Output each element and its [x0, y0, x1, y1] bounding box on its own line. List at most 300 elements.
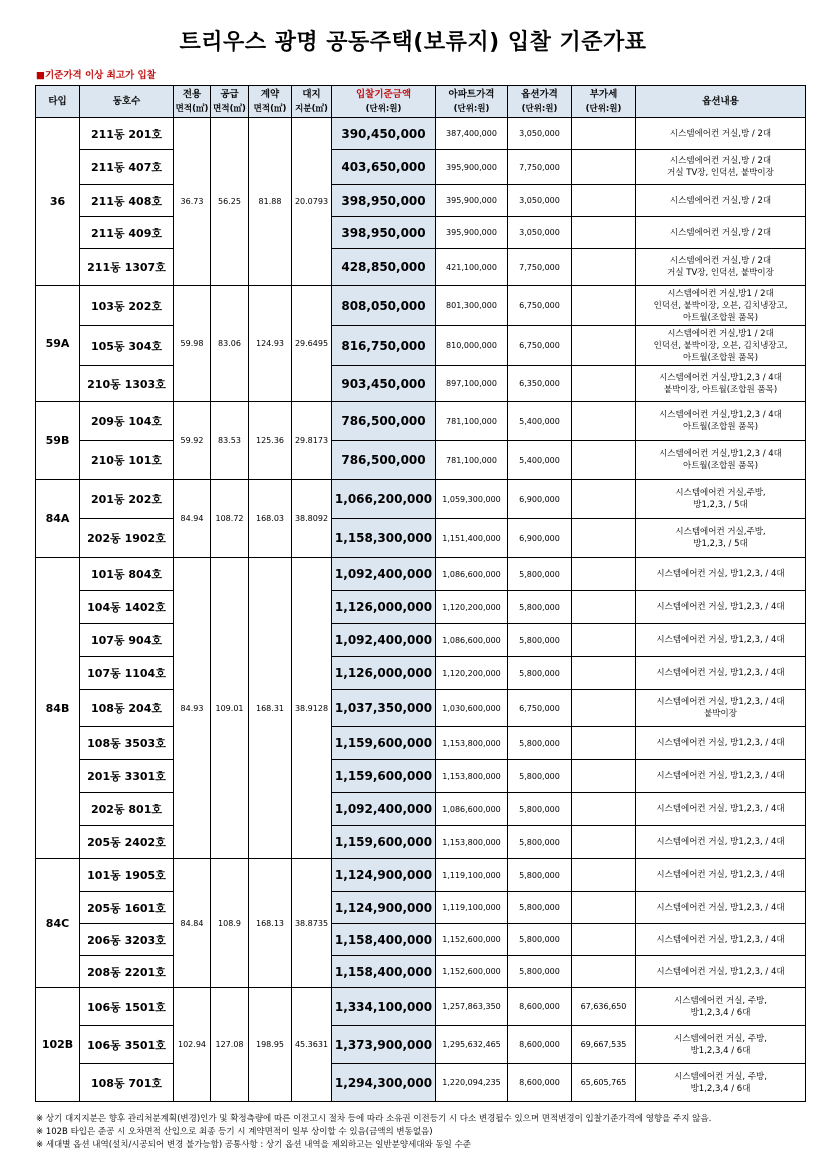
- table-row: [36, 826, 806, 859]
- vat-cell: [572, 727, 636, 760]
- option-desc-line: 시스템에어컨 거실, 방1,2,3, / 4대: [656, 697, 785, 707]
- table-row: [36, 690, 806, 727]
- option-price-cell: 6,900,000: [508, 519, 572, 558]
- unit-cell: 101동 1905호: [80, 859, 174, 892]
- option-price-cell: 5,800,000: [508, 859, 572, 892]
- vat-cell: [572, 217, 636, 249]
- header-option-label: 옵션가격: [521, 88, 558, 100]
- option-desc-line: 시스템에어컨 거실, 방1,2,3, / 4대: [656, 902, 785, 913]
- option-price-cell: 6,750,000: [508, 286, 572, 326]
- bid-price-cell: 1,158,400,000: [332, 924, 436, 956]
- table-row: [36, 988, 806, 1026]
- header-exclusive-label: 전용: [182, 88, 202, 100]
- header-supply-unit: 면적(㎡): [213, 103, 246, 114]
- table-header: [36, 86, 806, 118]
- option-desc-line: 거실 TV장, 인덕션, 붙박이장: [667, 268, 774, 278]
- footnote-102b-area: ※ 102B 타입은 준공 시 오차면적 산입으로 최종 등기 시 계약면적이 일부 상이할 수 있음(금액의 변동없음): [36, 1127, 433, 1137]
- table-row: [36, 657, 806, 690]
- apt-price-cell: 1,120,200,000: [436, 657, 508, 690]
- option-price-cell: 5,800,000: [508, 892, 572, 924]
- option-desc-cell: [636, 892, 806, 924]
- unit-cell: 108동 204호: [80, 690, 174, 727]
- option-price-cell: 3,050,000: [508, 185, 572, 217]
- apt-price-cell: 1,257,863,350: [436, 988, 508, 1026]
- option-desc-cell: [636, 826, 806, 859]
- option-price-cell: 6,350,000: [508, 366, 572, 402]
- option-desc-cell: [636, 480, 806, 519]
- header-supply-area: [211, 86, 249, 118]
- option-price-cell: 6,750,000: [508, 326, 572, 366]
- unit-cell: 211동 1307호: [80, 249, 174, 286]
- option-desc-line: 시스템에어컨 거실, 방1,2,3, / 4대: [656, 738, 785, 748]
- option-desc-line: 시스템에어컨 거실, 방1,2,3, / 4대: [656, 966, 785, 977]
- option-desc-cell: [636, 624, 806, 657]
- unit-cell: 201동 3301호: [80, 760, 174, 793]
- option-price-cell: 8,600,000: [508, 988, 572, 1026]
- bid-price-cell: 786,500,000: [332, 402, 436, 441]
- header-exclusive-unit: 면적(㎡): [175, 103, 209, 114]
- option-desc-cell: [636, 558, 806, 591]
- option-desc-line: 시스템에어컨 거실,방 / 2대: [669, 156, 772, 166]
- option-desc-cell: [636, 1064, 806, 1102]
- apt-price-cell: 1,119,100,000: [436, 859, 508, 892]
- option-price-cell: 5,800,000: [508, 624, 572, 657]
- vat-cell: [572, 624, 636, 657]
- option-desc-line: 시스템에어컨 거실, 주방,: [674, 1033, 767, 1044]
- option-desc-line: 시스템에어컨 거실,방 / 2대: [669, 195, 772, 206]
- header-contract-label: 계약: [260, 88, 280, 100]
- option-desc-cell: [636, 326, 806, 366]
- vat-cell: [572, 519, 636, 558]
- table-row: [36, 441, 806, 480]
- bid-price-cell: 808,050,000: [332, 286, 436, 326]
- table-row: [36, 217, 806, 249]
- price-table: [35, 85, 806, 1102]
- unit-cell: 108동 3503호: [80, 727, 174, 760]
- vat-cell: [572, 859, 636, 892]
- option-price-cell: 5,400,000: [508, 441, 572, 480]
- table-row: [36, 249, 806, 286]
- option-desc-cell: [636, 118, 806, 150]
- apt-price-cell: 421,100,000: [436, 249, 508, 286]
- option-desc-line: 방1,2,3, / 5대: [693, 539, 748, 549]
- vat-cell: [572, 286, 636, 326]
- option-desc-line: 시스템에어컨 거실,방1,2,3 / 4대: [659, 449, 782, 459]
- unit-cell: 107동 1104호: [80, 657, 174, 690]
- bid-price-cell: 1,373,900,000: [332, 1026, 436, 1064]
- header-unit: 동호수: [80, 86, 174, 118]
- unit-cell: 202동 801호: [80, 793, 174, 826]
- table-row: [36, 624, 806, 657]
- apt-price-cell: 395,900,000: [436, 150, 508, 185]
- option-price-cell: 5,800,000: [508, 760, 572, 793]
- apt-price-cell: 1,151,400,000: [436, 519, 508, 558]
- contract-area-cell: 125.36: [249, 402, 292, 480]
- table-row: [36, 892, 806, 924]
- unit-cell: 208동 2201호: [80, 956, 174, 988]
- page-title: 트리우스 광명 공동주택(보류지) 입찰 기준가표: [179, 30, 647, 55]
- table-row: [36, 924, 806, 956]
- option-desc-line: 시스템에어컨 거실, 주방,: [674, 995, 767, 1006]
- option-price-cell: 5,800,000: [508, 826, 572, 859]
- option-price-cell: 8,600,000: [508, 1064, 572, 1102]
- bid-price-cell: 1,037,350,000: [332, 690, 436, 727]
- contract-area-cell: 168.03: [249, 480, 292, 558]
- table-row: [36, 1064, 806, 1102]
- header-supply-label: 공급: [220, 88, 239, 100]
- apt-price-cell: 1,059,300,000: [436, 480, 508, 519]
- table-body: [36, 118, 806, 1102]
- supply-area-cell: 56.25: [211, 118, 249, 286]
- exclusive-area-cell: 59.98: [174, 286, 211, 402]
- option-price-cell: 6,900,000: [508, 480, 572, 519]
- vat-cell: [572, 326, 636, 366]
- option-desc-line: 시스템에어컨 거실,방1,2,3 / 4대: [659, 372, 782, 383]
- exclusive-area-cell: 84.93: [174, 558, 211, 859]
- bid-price-cell: 398,950,000: [332, 217, 436, 249]
- header-exclusive-area: [174, 86, 211, 118]
- option-price-cell: 5,800,000: [508, 727, 572, 760]
- price-table-wrapper: [35, 85, 806, 1102]
- vat-cell: [572, 480, 636, 519]
- option-desc-line: 시스템에어컨 거실, 방1,2,3, / 4대: [656, 602, 785, 612]
- unit-cell: 104동 1402호: [80, 591, 174, 624]
- vat-cell: [572, 924, 636, 956]
- apt-price-cell: 1,086,600,000: [436, 558, 508, 591]
- footnotes: [36, 1113, 711, 1152]
- header-bid-unit: (단위:원): [365, 103, 402, 114]
- option-price-cell: 5,800,000: [508, 793, 572, 826]
- apt-price-cell: 1,120,200,000: [436, 591, 508, 624]
- bid-price-cell: 1,334,100,000: [332, 988, 436, 1026]
- option-desc-cell: [636, 185, 806, 217]
- header-contract-unit: 면적(㎡): [253, 103, 287, 114]
- apt-price-cell: 1,153,800,000: [436, 727, 508, 760]
- option-price-cell: 8,600,000: [508, 1026, 572, 1064]
- table-row: [36, 591, 806, 624]
- header-bid-label: 입찰기준금액: [355, 88, 412, 100]
- option-price-cell: 3,050,000: [508, 118, 572, 150]
- option-price-cell: 6,750,000: [508, 690, 572, 727]
- type-cell: 84C: [36, 859, 80, 988]
- option-price-cell: 5,800,000: [508, 924, 572, 956]
- table-row: [36, 519, 806, 558]
- contract-area-cell: 81.88: [249, 118, 292, 286]
- header-apt-price: [436, 86, 508, 118]
- option-desc-line: 방1,2,3,4 / 6대: [690, 1083, 751, 1094]
- unit-cell: 201동 202호: [80, 480, 174, 519]
- supply-area-cell: 83.06: [211, 286, 249, 402]
- header-land-label: 대지: [302, 88, 321, 100]
- unit-cell: 210동 101호: [80, 441, 174, 480]
- vat-cell: [572, 892, 636, 924]
- unit-cell: 205동 1601호: [80, 892, 174, 924]
- option-desc-line: 시스템에어컨 거실, 주방,: [674, 1071, 767, 1082]
- unit-cell: 211동 407호: [80, 150, 174, 185]
- option-desc-line: 시스템에어컨 거실,방 / 2대: [669, 128, 772, 139]
- option-desc-line: 시스템에어컨 거실,방1 / 2대: [667, 288, 774, 299]
- table-row: [36, 286, 806, 326]
- contract-area-cell: 124.93: [249, 286, 292, 402]
- bid-price-cell: 1,158,400,000: [332, 956, 436, 988]
- option-desc-line: 시스템에어컨 거실, 방1,2,3, / 4대: [656, 635, 785, 645]
- apt-price-cell: 1,153,800,000: [436, 826, 508, 859]
- exclusive-area-cell: 84.84: [174, 859, 211, 988]
- bid-price-cell: 1,092,400,000: [332, 793, 436, 826]
- bid-price-cell: 403,650,000: [332, 150, 436, 185]
- option-desc-line: 방1,2,3,4 / 6대: [690, 1007, 751, 1018]
- bid-price-cell: 816,750,000: [332, 326, 436, 366]
- table-row: [36, 727, 806, 760]
- table-row: [36, 366, 806, 402]
- bid-price-cell: 1,158,300,000: [332, 519, 436, 558]
- bid-price-cell: 786,500,000: [332, 441, 436, 480]
- apt-price-cell: 1,152,600,000: [436, 924, 508, 956]
- vat-cell: [572, 558, 636, 591]
- option-desc-line: 시스템에어컨 거실,주방,: [675, 488, 766, 498]
- vat-cell: 67,636,650: [572, 988, 636, 1026]
- vat-cell: [572, 793, 636, 826]
- apt-price-cell: 1,295,632,465: [436, 1026, 508, 1064]
- header-bid-price: [332, 86, 436, 118]
- header-land-unit: 지분(㎡): [295, 103, 328, 114]
- table-row: [36, 118, 806, 150]
- header-apt-label: 아파트가격: [448, 88, 495, 100]
- unit-cell: 106동 1501호: [80, 988, 174, 1026]
- option-desc-cell: [636, 657, 806, 690]
- option-desc-cell: [636, 988, 806, 1026]
- apt-price-cell: 1,153,800,000: [436, 760, 508, 793]
- supply-area-cell: 127.08: [211, 988, 249, 1102]
- unit-cell: 108동 701호: [80, 1064, 174, 1102]
- vat-cell: [572, 366, 636, 402]
- option-price-cell: 5,800,000: [508, 558, 572, 591]
- bid-price-cell: 1,126,000,000: [332, 657, 436, 690]
- unit-cell: 103동 202호: [80, 286, 174, 326]
- option-desc-line: 방1,2,3, / 5대: [693, 500, 748, 510]
- option-desc-line: 시스템에어컨 거실, 방1,2,3, / 4대: [656, 569, 785, 579]
- apt-price-cell: 781,100,000: [436, 402, 508, 441]
- apt-price-cell: 1,220,094,235: [436, 1064, 508, 1102]
- header-vat-unit: (단위:원): [585, 103, 622, 114]
- header-apt-unit: (단위:원): [453, 103, 490, 114]
- option-desc-line: 거실 TV장, 인덕션, 붙박이장: [667, 168, 774, 178]
- type-cell: 84B: [36, 558, 80, 859]
- option-price-cell: 5,800,000: [508, 956, 572, 988]
- option-desc-line: 인덕션, 붙박이장, 오븐, 김치냉장고,: [653, 340, 788, 351]
- header-vat-label: 부가세: [589, 88, 618, 100]
- apt-price-cell: 395,900,000: [436, 217, 508, 249]
- vat-cell: [572, 826, 636, 859]
- header-contract-area: [249, 86, 292, 118]
- table-row: [36, 150, 806, 185]
- apt-price-cell: 1,152,600,000: [436, 956, 508, 988]
- bid-price-cell: 1,092,400,000: [332, 558, 436, 591]
- apt-price-cell: 1,119,100,000: [436, 892, 508, 924]
- unit-cell: 202동 1902호: [80, 519, 174, 558]
- unit-cell: 211동 408호: [80, 185, 174, 217]
- table-row: [36, 859, 806, 892]
- vat-cell: 69,667,535: [572, 1026, 636, 1064]
- land-share-cell: 38.8735: [292, 859, 332, 988]
- option-desc-line: 아트월(조합원 품목): [682, 312, 759, 323]
- vat-cell: [572, 657, 636, 690]
- land-share-cell: 20.0793: [292, 118, 332, 286]
- table-row: [36, 793, 806, 826]
- option-desc-cell: [636, 441, 806, 480]
- option-desc-line: 시스템에어컨 거실, 방1,2,3, / 4대: [656, 804, 785, 814]
- unit-cell: 211동 201호: [80, 118, 174, 150]
- option-desc-cell: [636, 727, 806, 760]
- option-desc-cell: [636, 760, 806, 793]
- contract-area-cell: 198.95: [249, 988, 292, 1102]
- vat-cell: [572, 249, 636, 286]
- supply-area-cell: 109.01: [211, 558, 249, 859]
- table-row: [36, 558, 806, 591]
- apt-price-cell: 395,900,000: [436, 185, 508, 217]
- header-land-share: [292, 86, 332, 118]
- bid-price-cell: 1,124,900,000: [332, 892, 436, 924]
- apt-price-cell: 810,000,000: [436, 326, 508, 366]
- table-row: [36, 956, 806, 988]
- option-desc-cell: [636, 591, 806, 624]
- bid-price-cell: 1,126,000,000: [332, 591, 436, 624]
- option-desc-cell: [636, 1026, 806, 1064]
- option-desc-line: 아트월(조합원 품목): [682, 461, 759, 471]
- unit-cell: 107동 904호: [80, 624, 174, 657]
- apt-price-cell: 781,100,000: [436, 441, 508, 480]
- land-share-cell: 38.9128: [292, 558, 332, 859]
- option-price-cell: 3,050,000: [508, 217, 572, 249]
- option-desc-line: 시스템에어컨 거실,방1 / 2대: [667, 328, 774, 339]
- contract-area-cell: 168.13: [249, 859, 292, 988]
- option-desc-line: 인덕션, 붙박이장, 오븐, 김치냉장고,: [653, 300, 788, 311]
- option-desc-line: 아트월(조합원 품목): [682, 352, 759, 363]
- bid-price-cell: 1,092,400,000: [332, 624, 436, 657]
- bid-price-cell: 390,450,000: [332, 118, 436, 150]
- apt-price-cell: 1,030,600,000: [436, 690, 508, 727]
- option-desc-cell: [636, 249, 806, 286]
- table-row: [36, 760, 806, 793]
- vat-cell: [572, 591, 636, 624]
- option-desc-cell: [636, 150, 806, 185]
- footnote-options-common: ※ 세대별 옵션 내역(설치/시공되어 변경 불가능함) 공통사항 : 상기 옵션 내역을 제외하고는 일반분양세대와 동일 수준: [36, 1140, 472, 1150]
- option-desc-line: 시스템에어컨 거실, 방1,2,3, / 4대: [656, 934, 785, 945]
- table-row: [36, 1026, 806, 1064]
- unit-cell: 106동 3501호: [80, 1026, 174, 1064]
- header-vat: [572, 86, 636, 118]
- vat-cell: [572, 956, 636, 988]
- option-desc-line: 시스템에어컨 거실, 방1,2,3, / 4대: [656, 837, 785, 847]
- unit-cell: 101동 804호: [80, 558, 174, 591]
- exclusive-area-cell: 59.92: [174, 402, 211, 480]
- option-price-cell: 5,800,000: [508, 591, 572, 624]
- exclusive-area-cell: 84.94: [174, 480, 211, 558]
- option-price-cell: 5,800,000: [508, 657, 572, 690]
- option-desc-line: 붙박이장: [704, 709, 737, 719]
- option-desc-line: 시스템에어컨 거실, 방1,2,3, / 4대: [656, 668, 785, 678]
- option-desc-cell: [636, 217, 806, 249]
- option-desc-cell: [636, 519, 806, 558]
- supply-area-cell: 108.9: [211, 859, 249, 988]
- exclusive-area-cell: 102.94: [174, 988, 211, 1102]
- type-cell: 59B: [36, 402, 80, 480]
- option-desc-cell: [636, 956, 806, 988]
- supply-area-cell: 83.53: [211, 402, 249, 480]
- table-row: [36, 480, 806, 519]
- option-price-cell: 7,750,000: [508, 150, 572, 185]
- land-share-cell: 29.8173: [292, 402, 332, 480]
- option-desc-line: 방1,2,3,4 / 6대: [690, 1045, 751, 1056]
- option-price-cell: 5,400,000: [508, 402, 572, 441]
- exclusive-area-cell: 36.73: [174, 118, 211, 286]
- unit-cell: 105동 304호: [80, 326, 174, 366]
- bid-price-cell: 428,850,000: [332, 249, 436, 286]
- table-row: [36, 185, 806, 217]
- unit-cell: 210동 1303호: [80, 366, 174, 402]
- bid-price-cell: 1,294,300,000: [332, 1064, 436, 1102]
- bid-price-cell: 1,124,900,000: [332, 859, 436, 892]
- header-option-unit: (단위:원): [521, 103, 558, 114]
- vat-cell: [572, 118, 636, 150]
- option-price-cell: 7,750,000: [508, 249, 572, 286]
- header-type: 타입: [36, 86, 80, 118]
- apt-price-cell: 801,300,000: [436, 286, 508, 326]
- footnote-land-share: ※ 상기 대지지분은 향후 관리처분계획(변경)인가 및 확정측량에 따른 이전고시 절차 등에 따라 소유권 이전등기 시 다소 변경될수 있으며 면적변경이 입찰기준가격에 영향을 주지 않음.: [36, 1114, 712, 1124]
- bid-price-cell: 903,450,000: [332, 366, 436, 402]
- contract-area-cell: 168.31: [249, 558, 292, 859]
- bid-price-cell: 1,159,600,000: [332, 760, 436, 793]
- option-desc-line: 시스템에어컨 거실,방 / 2대: [669, 227, 772, 238]
- land-share-cell: 29.6495: [292, 286, 332, 402]
- option-desc-line: 시스템에어컨 거실, 방1,2,3, / 4대: [656, 771, 785, 781]
- unit-cell: 209동 104호: [80, 402, 174, 441]
- table-row: [36, 326, 806, 366]
- vat-cell: 65,605,765: [572, 1064, 636, 1102]
- bid-price-cell: 1,159,600,000: [332, 727, 436, 760]
- unit-cell: 205동 2402호: [80, 826, 174, 859]
- apt-price-cell: 1,086,600,000: [436, 793, 508, 826]
- option-desc-line: 시스템에어컨 거실, 방1,2,3, / 4대: [656, 870, 785, 880]
- option-desc-line: 시스템에어컨 거실,방1,2,3 / 4대: [659, 410, 782, 420]
- type-cell: 59A: [36, 286, 80, 402]
- header-options: 옵션내용: [636, 86, 806, 118]
- option-desc-line: 시스템에어컨 거실,방 / 2대: [669, 256, 772, 266]
- land-share-cell: 45.3631: [292, 988, 332, 1102]
- type-cell: 36: [36, 118, 80, 286]
- bid-price-cell: 1,066,200,000: [332, 480, 436, 519]
- option-desc-line: 시스템에어컨 거실,주방,: [675, 527, 766, 537]
- land-share-cell: 38.8092: [292, 480, 332, 558]
- header-option-price: [508, 86, 572, 118]
- option-desc-cell: [636, 366, 806, 402]
- unit-cell: 211동 409호: [80, 217, 174, 249]
- bid-price-cell: 1,159,600,000: [332, 826, 436, 859]
- vat-cell: [572, 150, 636, 185]
- supply-area-cell: 108.72: [211, 480, 249, 558]
- table-row: [36, 402, 806, 441]
- vat-cell: [572, 690, 636, 727]
- unit-cell: 206동 3203호: [80, 924, 174, 956]
- apt-price-cell: 897,100,000: [436, 366, 508, 402]
- option-desc-cell: [636, 286, 806, 326]
- vat-cell: [572, 402, 636, 441]
- option-desc-cell: [636, 402, 806, 441]
- bid-rule-note: ■기준가격 이상 최고가 입찰: [36, 70, 156, 81]
- vat-cell: [572, 185, 636, 217]
- vat-cell: [572, 760, 636, 793]
- type-cell: 84A: [36, 480, 80, 558]
